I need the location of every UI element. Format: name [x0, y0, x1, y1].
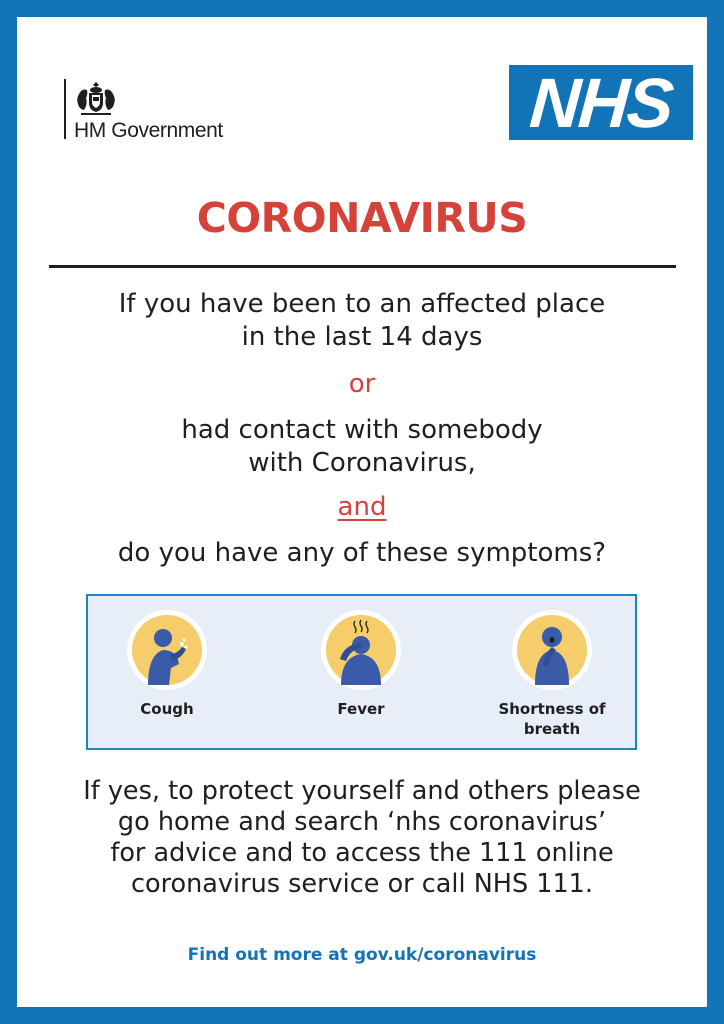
- symptom-breath-label-line-1: Shortness of: [498, 700, 606, 718]
- shortness-of-breath-person-icon: [517, 615, 587, 685]
- symptoms-question: do you have any of these symptoms?: [117, 538, 607, 568]
- nhs-logo-text: NHS: [527, 63, 675, 142]
- symptom-shortness-of-breath: [472, 610, 632, 739]
- title-divider: [49, 265, 676, 268]
- symptom-breath-label-line-2: breath: [523, 720, 581, 738]
- intro-and: [0, 491, 724, 524]
- find-out-more-link[interactable]: Find out more at gov.uk/coronavirus: [187, 945, 537, 965]
- intro-or: or: [348, 369, 376, 399]
- intro-and-text: and: [337, 492, 387, 522]
- royal-coat-of-arms-icon: [75, 80, 117, 116]
- cough-person-icon: [132, 615, 202, 685]
- symptom-breath-badge: [512, 610, 592, 690]
- advice-line-2: go home and search ‘nhs coronavirus’: [117, 807, 607, 837]
- hm-government-label: HM Government: [74, 119, 223, 142]
- advice-line-1: If yes, to protect yourself and others please: [83, 776, 641, 806]
- intro-line-4: with Coronavirus,: [248, 448, 476, 478]
- symptom-cough: [87, 610, 247, 719]
- symptom-breath-label: [472, 699, 632, 739]
- intro-line-3: had contact with somebody: [181, 415, 543, 445]
- symptoms-panel: [86, 594, 637, 750]
- symptom-fever-label: Fever: [337, 700, 385, 718]
- symptom-cough-badge: [127, 610, 207, 690]
- advice-line-4: coronavirus service or call NHS 111.: [130, 869, 594, 899]
- poster-title: CORONAVIRUS: [196, 194, 528, 242]
- nhs-logo: [509, 65, 693, 140]
- symptom-fever: [281, 610, 441, 719]
- intro-line-1: If you have been to an affected place: [118, 289, 606, 319]
- fever-person-icon: [326, 615, 396, 685]
- symptom-cough-label: Cough: [140, 700, 194, 718]
- symptom-fever-badge: [321, 610, 401, 690]
- advice-line-3: for advice and to access the 111 online: [110, 838, 614, 868]
- hm-government-divider: [64, 79, 66, 139]
- intro-line-2: in the last 14 days: [241, 322, 483, 352]
